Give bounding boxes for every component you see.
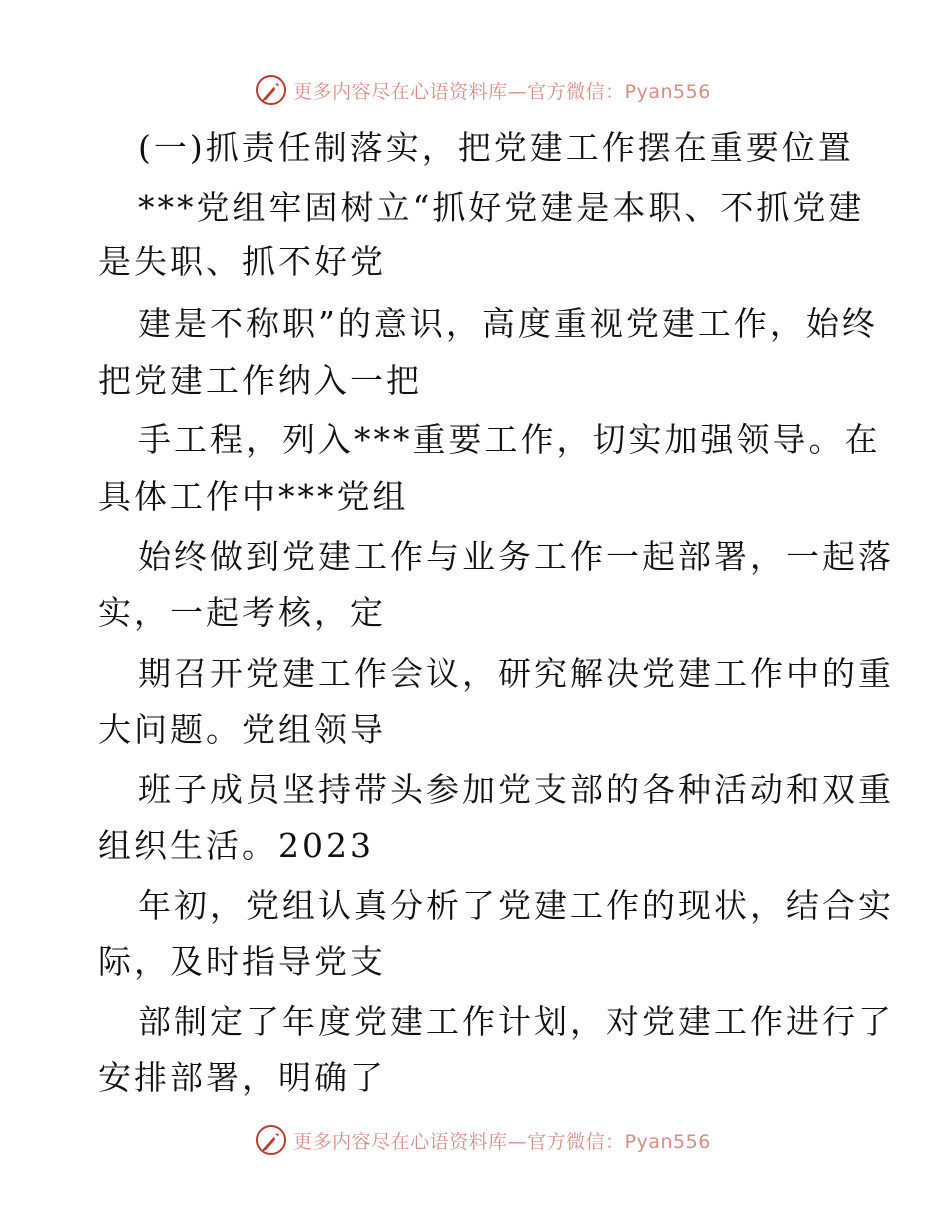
- paragraph-line: 际，及时指导党支: [98, 942, 386, 981]
- watermark-text: 更多内容尽在心语资料库—官方微信：Pyan556: [293, 80, 711, 103]
- paragraph-line: 具体工作中***党组: [98, 477, 409, 516]
- paragraph-line: 手工程，列入***重要工作，切实加强领导。在: [138, 420, 881, 459]
- paragraph-line: 实，一起考核，定: [98, 593, 386, 632]
- paragraph-line: 班子成员坚持带头参加党支部的各种活动和双重: [138, 770, 894, 809]
- paragraph-line: 大问题。党组领导: [98, 710, 386, 749]
- paragraph-line: 期召开党建工作会议，研究解决党建工作中的重: [138, 654, 894, 693]
- paragraph-line: 始终做到党建工作与业务工作一起部署，一起落: [138, 537, 894, 576]
- paragraph-line: 是失职、抓不好党: [98, 242, 386, 281]
- quill-logo-icon: [255, 74, 287, 106]
- paragraph-line: ***党组牢固树立“抓好党建是本职、不抓党建: [138, 188, 865, 227]
- watermark-footer: [0, 1122, 950, 1158]
- watermark-header: [0, 72, 950, 108]
- paragraph-line: 安排部署，明确了: [98, 1058, 386, 1097]
- paragraph-line: 把党建工作纳入一把: [98, 361, 422, 400]
- paragraph-line: 建是不称职”的意识，高度重视党建工作，始终: [138, 304, 878, 343]
- quill-logo-icon: [255, 1124, 287, 1156]
- paragraph-line: 组织生活。2023: [98, 826, 374, 865]
- paragraph-line: 部制定了年度党建工作计划，对党建工作进行了: [138, 1002, 894, 1041]
- paragraph-line: 年初，党组认真分析了党建工作的现状，结合实: [138, 886, 894, 925]
- section-heading: (一)抓责任制落实，把党建工作摆在重要位置: [138, 128, 854, 167]
- watermark-text: 更多内容尽在心语资料库—官方微信：Pyan556: [293, 1130, 711, 1153]
